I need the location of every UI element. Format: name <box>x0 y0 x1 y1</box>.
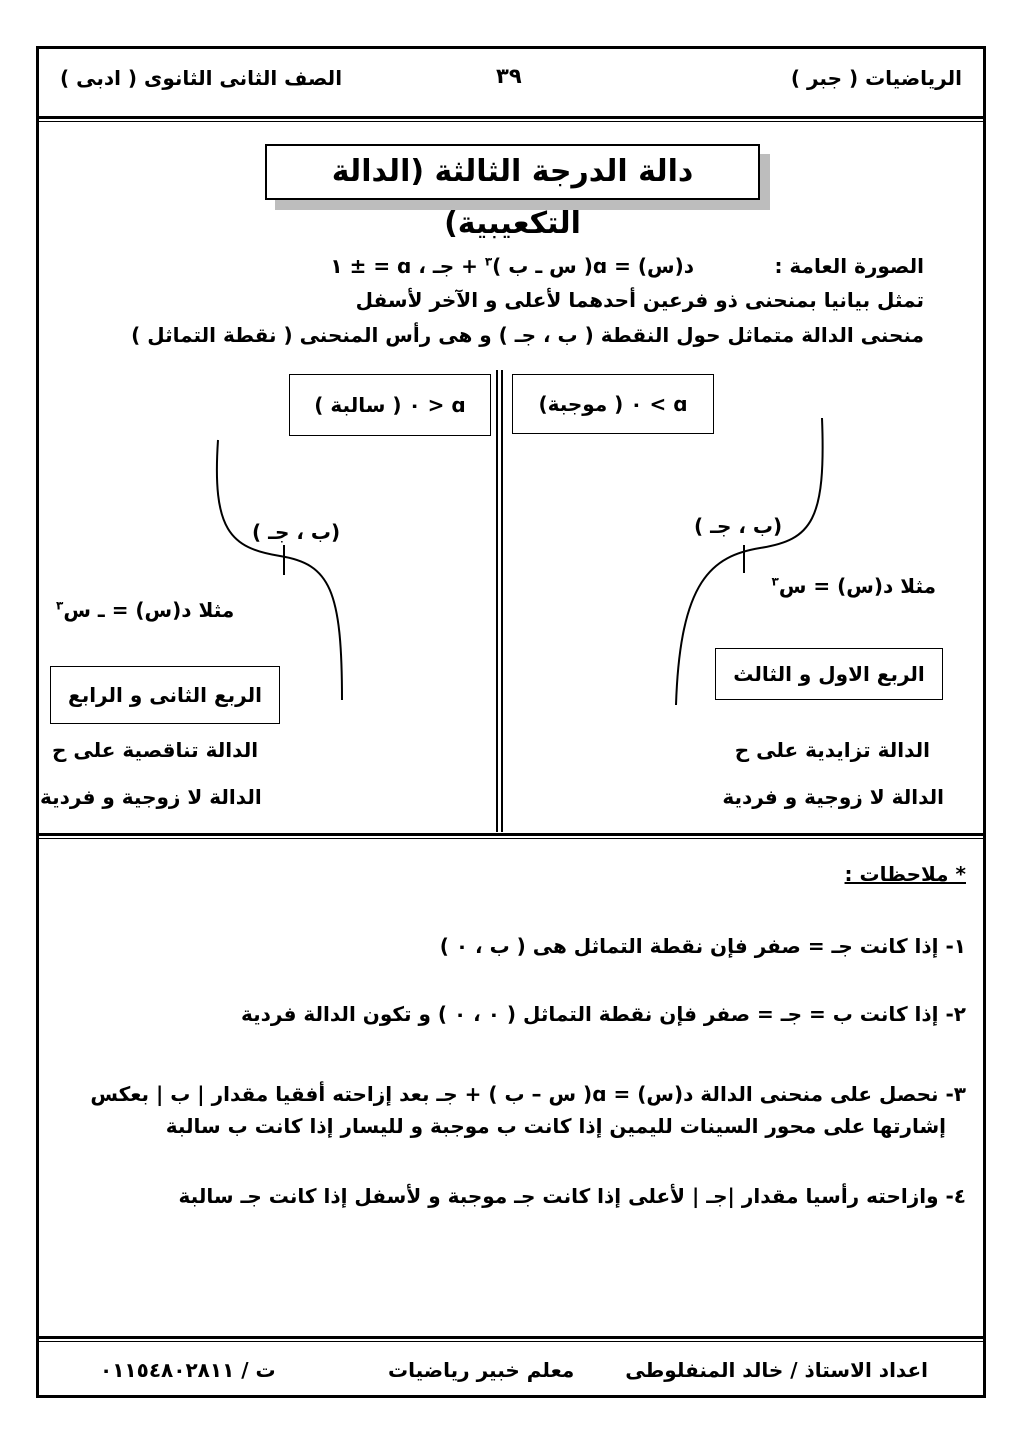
negative-example: مثلا د(س) = ـ س$^٣$ <box>56 598 235 622</box>
note-1: ١- إذا كانت جـ = صفر فإن نقطة التماثل هى ( ب ، ٠ ) <box>439 934 966 958</box>
note-3-line-1: ٣- نحصل على منحنى الدالة د(س) = ɑ( س – ب ) + جـ بعد إزاحته أفقيا مقدار | ب | بعكس <box>90 1082 966 1106</box>
positive-property-1: الدالة تزايدية على ح <box>734 738 930 762</box>
note-4: ٤- وازاحته رأسيا مقدار |جـ | لأعلى إذا كانت جـ موجبة و لأسفل إذا كانت جـ سالبة <box>178 1184 966 1208</box>
positive-example: مثلا د(س) = س$^٣$ <box>771 574 936 598</box>
general-form-formula: د(س) = ɑ( س ـ ب )$^٣$ + جـ ، ɑ = ± ١ <box>330 254 694 278</box>
negative-case-box: ɑ < ٠ ( سالبة ) <box>289 374 491 436</box>
positive-case-box: ɑ > ٠ ( موجبة) <box>512 374 714 434</box>
footer-rule-thin <box>38 1341 984 1342</box>
header-subject: الرياضيات ( جبر ) <box>790 66 962 90</box>
positive-point-label: (ب ، جـ ) <box>694 514 783 538</box>
positive-quadrant-box: الربع الاول و الثالث <box>715 648 943 700</box>
decreasing-curve <box>217 440 342 700</box>
footer-rule <box>38 1336 984 1339</box>
negative-point-label: (ب ، جـ ) <box>252 520 341 544</box>
notes-heading: * ملاحظات : <box>844 862 966 886</box>
footer-phone: ت / ٠١١٥٤٨٠٢٨١١ <box>100 1358 276 1382</box>
page-number: ٣٩ <box>496 64 522 88</box>
intro-line-3: منحنى الدالة متماثل حول النقطة ( ب ، جـ ) و هى رأس المنحنى ( نقطة التماثل ) <box>131 323 924 347</box>
positive-property-2: الدالة لا زوجية و فردية <box>722 785 944 809</box>
footer-author: اعداد الاستاذ / خالد المنفلوطى <box>625 1358 928 1382</box>
note-2: ٢- إذا كانت ب = جـ = صفر فإن نقطة التماثل ( ٠ ، ٠ ) و تكون الدالة فردية <box>240 1002 966 1026</box>
intro-line-2: تمثل بيانيا بمنحنى ذو فرعين أحدهما لأعلى و الآخر لأسفل <box>355 288 924 312</box>
general-form-label: الصورة العامة : <box>774 254 924 278</box>
page-title: دالة الدرجة الثالثة (الدالة التكعيبية) <box>331 154 694 241</box>
footer-role: معلم خبير رياضيات <box>388 1358 575 1382</box>
negative-property-2: الدالة لا زوجية و فردية <box>40 785 262 809</box>
negative-quadrant-box: الربع الثانى و الرابع <box>50 666 280 724</box>
note-3-line-2: إشارتها على محور السينات لليمين إذا كانت ب موجبة و لليسار إذا كانت ب سالبة <box>165 1114 946 1138</box>
header-grade: الصف الثانى الثانوى ( ادبى ) <box>60 66 343 90</box>
negative-property-1: الدالة تناقصية على ح <box>52 738 259 762</box>
section-rule <box>38 833 984 836</box>
section-rule-thin <box>38 838 984 839</box>
